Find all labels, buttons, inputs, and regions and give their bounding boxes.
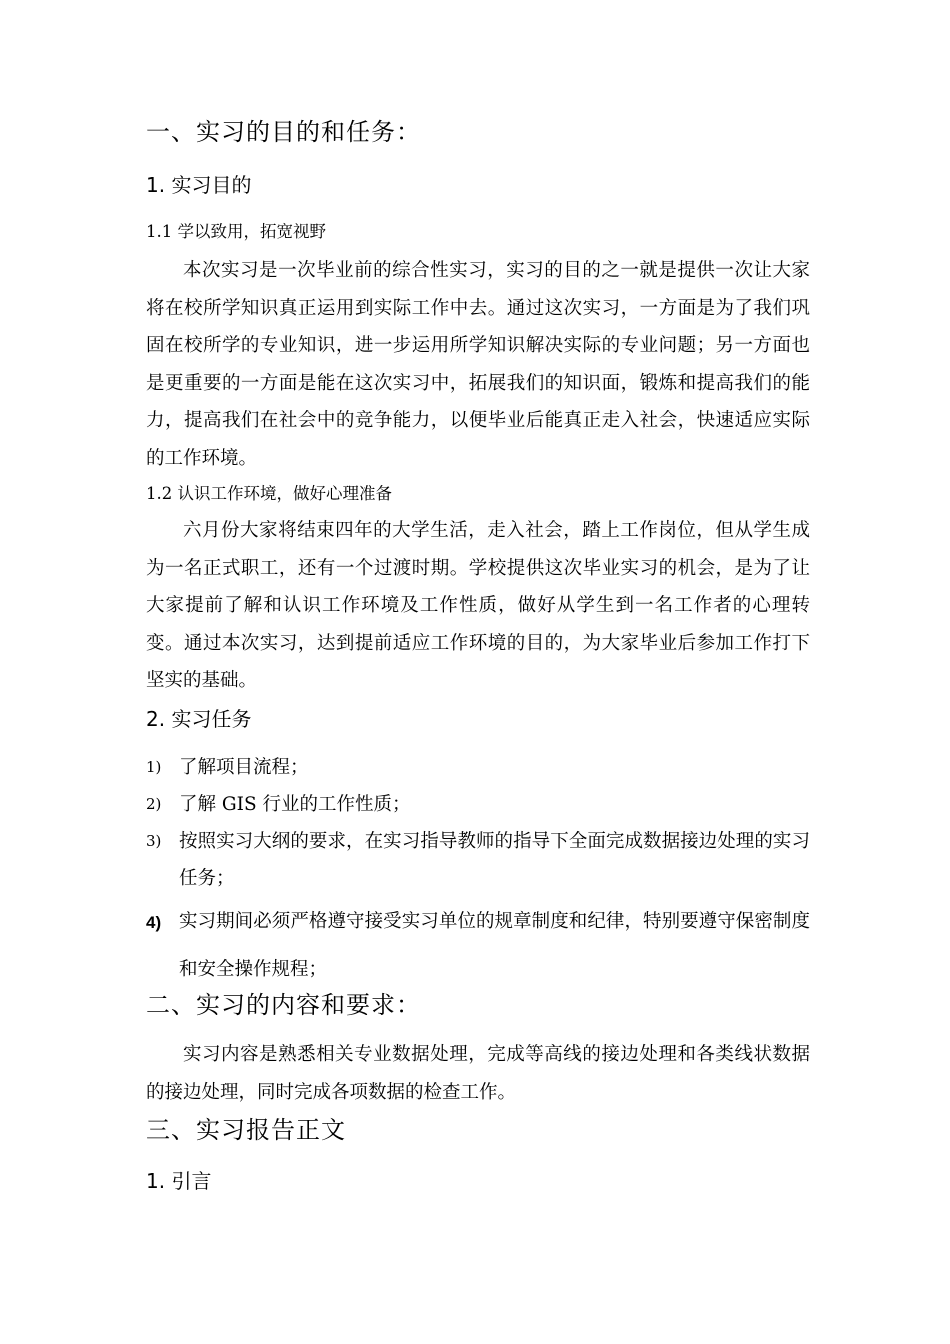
tasks-heading: 2. 实习任务 xyxy=(146,707,252,731)
task-text: 实习期间必须严格遵守接受实习单位的规章制度和纪律，特别要遵守保密制度和安全操作规程； xyxy=(179,911,810,980)
task-number: 3) xyxy=(146,832,162,850)
introduction-heading: 1. 引言 xyxy=(146,1169,212,1193)
task-list-item xyxy=(146,786,810,823)
section-2-title: 二、实习的内容和要求： xyxy=(146,991,421,1019)
task-text: 按照实习大纲的要求，在实习指导教师的指导下全面完成数据接边处理的实习任务； xyxy=(179,831,810,889)
task-list-item xyxy=(146,823,810,897)
purpose-heading: 1. 实习目的 xyxy=(146,173,252,197)
task-text: 了解 GIS 行业的工作性质； xyxy=(179,794,411,815)
task-list-item xyxy=(146,898,810,994)
subsection-1-2-paragraph: 六月份大家将结束四年的大学生活，走入社会，踏上工作岗位，但从学生成为一名正式职工，还有一个过渡时期。学校提供这次毕业实习的机会，是为了让大家提前了解和认识工作环境及工作性质，做好从学生到一名工作者的心理转变。通过本次实习，达到提前适应工作环境的目的，为大家毕业后参加工作打下坚实的基础。 xyxy=(146,520,810,691)
task-number: 2) xyxy=(146,795,162,813)
subsection-1-1-heading: 1.1 学以致用，拓宽视野 xyxy=(146,222,326,241)
task-text: 了解项目流程； xyxy=(179,757,309,778)
section-2-paragraph: 实习内容是熟悉相关专业数据处理，完成等高线的接边处理和各类线状数据的接边处理，同时完成各项数据的检查工作。 xyxy=(146,1044,810,1103)
section-1-title: 一、实习的目的和任务： xyxy=(146,118,421,146)
section-3-title: 三、实习报告正文 xyxy=(146,1116,346,1144)
subsection-1-2-heading: 1.2 认识工作环境，做好心理准备 xyxy=(146,484,392,503)
subsection-1-1-paragraph: 本次实习是一次毕业前的综合性实习，实习的目的之一就是提供一次让大家将在校所学知识真正运用到实际工作中去。通过这次实习，一方面是为了我们巩固在校所学的专业知识，进一步运用所学知识解决实际的专业问题；另一方面也是更重要的一方面是能在这次实习中，拓展我们的知识面，锻炼和提高我们的能力，提高我们在社会中的竞争能力，以便毕业后能真正走入社会，快速适应实际的工作环境。 xyxy=(146,260,810,469)
task-number: 1) xyxy=(146,758,162,776)
task-list-item xyxy=(146,749,810,786)
task-number: 4) xyxy=(146,913,162,932)
